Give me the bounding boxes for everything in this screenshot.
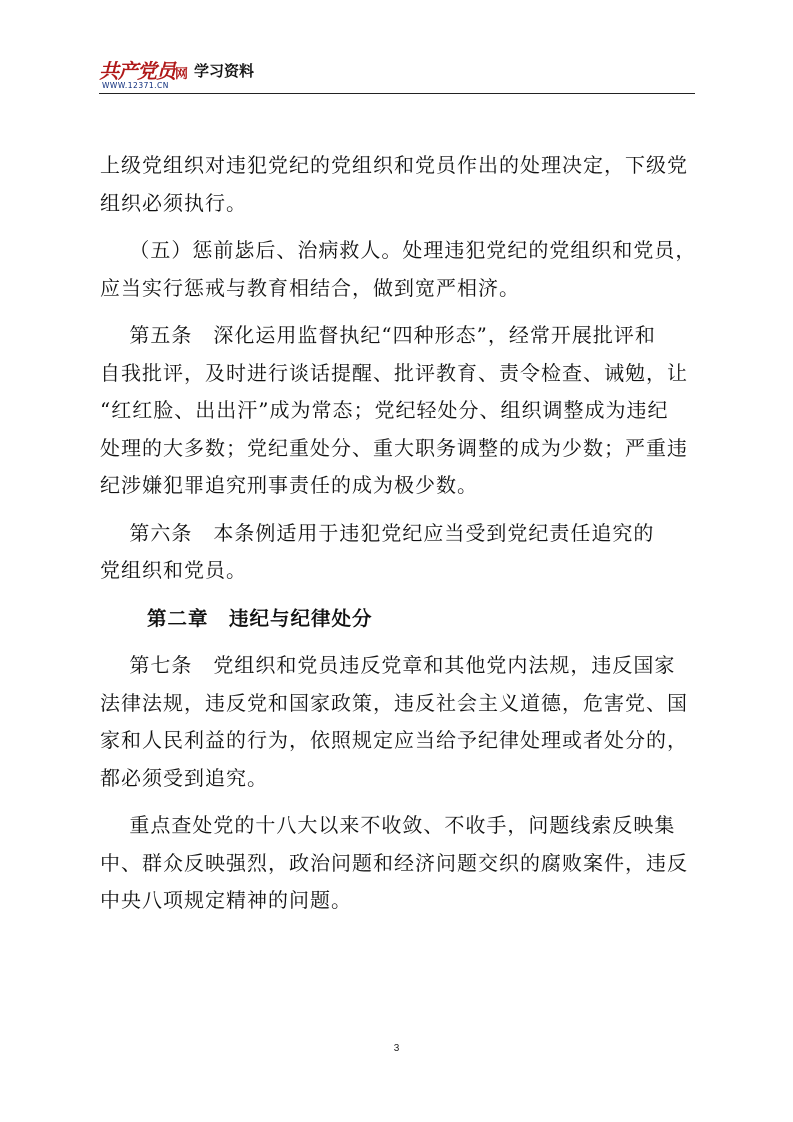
text-line: 都必须受到追究。 — [100, 765, 268, 790]
paragraph — [100, 317, 696, 505]
text-line: 纪涉嫌犯罪追究刑事责任的成为极少数。 — [100, 473, 478, 497]
text-line: 第七条 党组织和党员违反党章和其他党内法规，违反国家 — [100, 653, 676, 677]
text-line: 党组织和党员。 — [100, 558, 247, 582]
text-line: 组织必须执行。 — [100, 190, 247, 215]
text-line: 第六条 本条例适用于违犯党纪应当受到党纪责任追究的 — [100, 520, 655, 545]
section-label: 学习资料 — [194, 62, 255, 80]
paragraph — [100, 515, 696, 590]
header-divider — [99, 93, 695, 94]
text-line: 处理的大多数；党纪重处分、重大职务调整的成为少数；严重违 — [100, 435, 688, 460]
page-number: 3 — [393, 1043, 400, 1054]
logo-text: 共产党员 — [99, 59, 175, 83]
text-line: 应当实行惩戒与教育相结合，做到宽严相济。 — [100, 275, 520, 300]
paragraph — [100, 232, 696, 307]
text-line: 重点查处党的十八大以来不收敛、不收手，问题线索反映集 — [100, 813, 676, 837]
page-header — [99, 52, 695, 98]
logo-url: WWW.12371.CN — [102, 81, 169, 90]
text-line: 中央八项规定精神的问题。 — [100, 888, 352, 912]
paragraphs-before — [100, 147, 696, 590]
paragraph — [100, 147, 696, 222]
document-body — [100, 147, 696, 930]
site-logo — [99, 55, 188, 84]
chapter-heading: 第二章 违纪与纪律处分 — [147, 606, 373, 630]
text-line: 中、群众反映强烈，政治问题和经济问题交织的腐败案件，违反 — [100, 850, 688, 875]
text-line: 上级党组织对违犯党纪的党组织和党员作出的处理决定，下级党 — [100, 153, 688, 177]
paragraph — [100, 647, 696, 797]
text-line: 自我批评，及时进行谈话提醒、批评教育、责令检查、诫勉，让 — [100, 360, 688, 385]
text-line: 第五条 深化运用监督执纪“四种形态”，经常开展批评和 — [100, 323, 656, 347]
logo-suffix: 网 — [175, 67, 189, 82]
paragraph — [100, 807, 696, 920]
text-line: 法律法规，违反党和国家政策，违反社会主义道德，危害党、国 — [100, 690, 688, 715]
text-line: 家和人民利益的行为，依照规定应当给予纪律处理或者处分的， — [100, 728, 688, 752]
text-line: （五）惩前毖后、治病救人。处理违犯党纪的党组织和党员， — [100, 238, 697, 262]
text-line: “红红脸、出出汗”成为常态；党纪轻处分、组织调整成为违纪 — [100, 398, 669, 422]
paragraphs-after — [100, 647, 696, 920]
